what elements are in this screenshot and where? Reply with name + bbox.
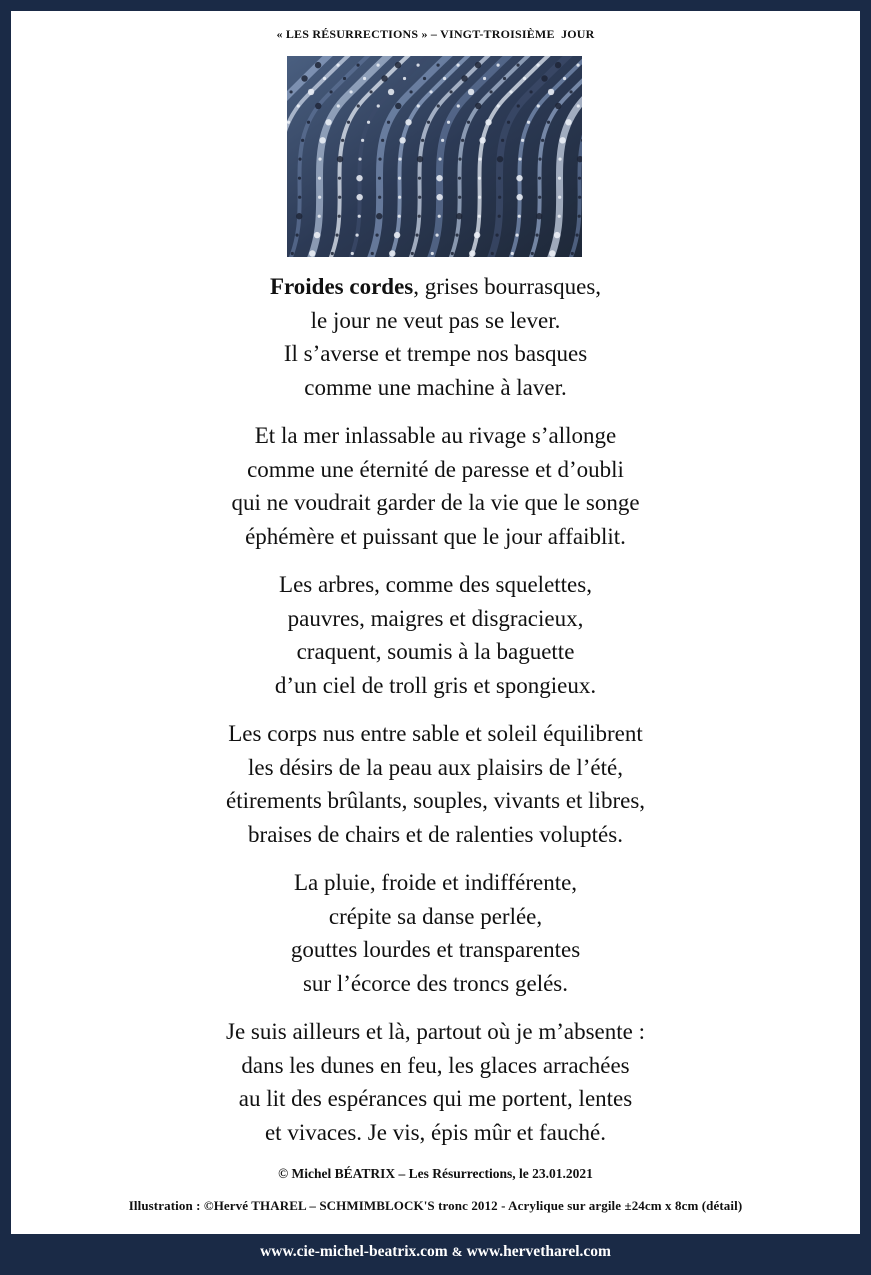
footer-separator: &: [451, 1244, 463, 1259]
poem-line: étirements brûlants, souples, vivants et libres,: [225, 788, 646, 813]
painting-bead: [381, 139, 384, 142]
painting-bead: [479, 137, 485, 143]
painting-bead: [338, 215, 341, 218]
painting-bead: [418, 177, 421, 180]
painting-bead: [496, 64, 499, 67]
poem-line: La pluie, froide et indifférente,: [293, 870, 578, 895]
painting-bead: [467, 121, 470, 124]
painting-bead: [558, 196, 561, 199]
painting-bead: [475, 103, 481, 109]
painting-bead: [351, 252, 354, 255]
painting-bead: [547, 121, 550, 124]
painting-bead: [458, 177, 461, 180]
painting-bead: [416, 64, 419, 67]
painting-bead: [529, 90, 532, 93]
painting-bead: [461, 139, 464, 142]
poem-line: Les arbres, comme des squelettes,: [279, 572, 592, 597]
painting-bead: [357, 104, 360, 107]
poem-line-rest: , grises bourrasques,: [413, 274, 602, 299]
painting-bead: [337, 156, 343, 162]
painting-bead: [435, 234, 438, 237]
painting-bead: [307, 121, 310, 124]
painting-bead: [495, 234, 498, 237]
painting-bead: [418, 196, 421, 199]
poem-line: gouttes lourdes et transparentes: [290, 937, 581, 962]
painting-bead: [516, 175, 522, 181]
painting-bead: [461, 75, 467, 81]
painting-bead: [381, 75, 387, 81]
painting-bead: [478, 177, 481, 180]
painting-bead: [456, 64, 459, 67]
painting-bead: [399, 137, 405, 143]
painting-bead: [559, 137, 565, 143]
painting-bead: [343, 77, 346, 80]
painting-bead: [577, 104, 580, 107]
painting-bead: [555, 62, 561, 68]
painting-bead: [331, 252, 334, 255]
painting-bead: [387, 121, 390, 124]
painting-bead: [535, 234, 538, 237]
painting-bead: [521, 139, 524, 142]
painting-bead: [318, 215, 321, 218]
painting-bead: [558, 215, 561, 218]
painting-bead: [287, 121, 290, 124]
painting-bead: [456, 213, 462, 219]
painting-bead: [405, 119, 411, 125]
painting-bead: [491, 252, 494, 255]
poem-line: qui ne voudrait garder de la vie que le songe: [231, 490, 640, 515]
painting-bead: [451, 252, 454, 255]
painting-bead: [378, 177, 381, 180]
painting-bead: [558, 158, 561, 161]
website-link-hervetharel[interactable]: www.hervetharel.com: [466, 1243, 611, 1260]
painting-bead: [447, 121, 450, 124]
poem-line: Il s’averse et trempe nos basques: [283, 341, 588, 366]
painting-bead: [509, 90, 512, 93]
stanza: [11, 1015, 860, 1149]
painting-bead: [398, 215, 401, 218]
painting-bead: [431, 252, 434, 255]
painting-bead: [501, 139, 504, 142]
painting-bead: [403, 77, 406, 80]
painting-bead: [356, 194, 362, 200]
painting-bead: [507, 121, 510, 124]
painting-bead: [575, 234, 578, 237]
footer-bar: [0, 1236, 871, 1268]
painting-bead: [523, 77, 526, 80]
painting-bead: [427, 121, 430, 124]
painting-bead: [457, 104, 460, 107]
author-credit: © Michel BÉATRIX – Les Résurrections, le 23.01.2021: [278, 1166, 593, 1181]
painting-bead: [415, 234, 418, 237]
painting-bead: [323, 77, 326, 80]
painting-bead: [515, 234, 518, 237]
poem-line: dans les dunes en feu, les glaces arrachées: [241, 1052, 630, 1078]
painting-bead: [563, 77, 566, 80]
painting-bead: [538, 196, 541, 199]
poem-line: pauvres, maigres et disgracieux,: [287, 605, 584, 631]
poem-line: Et la mer inlassable au rivage s’allonge: [254, 423, 617, 448]
painting-bead: [516, 194, 522, 200]
painting-bead: [388, 89, 394, 95]
painting-bead: [449, 90, 452, 93]
painting-bead: [474, 232, 480, 238]
painting-bead: [555, 103, 561, 109]
painting-bead: [478, 196, 481, 199]
painting-bead: [578, 196, 581, 199]
painting-bead: [398, 196, 401, 199]
poem: [11, 270, 860, 1164]
poem-line: au lit des espérances qui me portent, lentes: [238, 1086, 633, 1111]
poem-line: d’un ciel de troll gris et spongieux.: [274, 672, 597, 698]
painting-bead: [369, 90, 372, 93]
painting-bead: [298, 158, 301, 161]
poem-line: comme une éternité de paresse et d’oubli: [247, 456, 624, 482]
painting-bead: [468, 89, 474, 95]
painting-bead: [417, 104, 420, 107]
painting-bead: [361, 139, 364, 142]
painting-bead: [443, 77, 446, 80]
painting-bead: [458, 158, 461, 161]
painting-bead: [291, 252, 294, 255]
painting-bead: [548, 89, 554, 95]
painting-bead: [436, 194, 442, 200]
painting-bead: [335, 234, 338, 237]
painting-bead: [298, 196, 301, 199]
painting-bead: [417, 156, 423, 162]
painting-bead: [315, 103, 321, 109]
painting-bead: [489, 90, 492, 93]
painting-bead: [358, 215, 361, 218]
painting-bead: [469, 250, 475, 256]
painting-bead: [367, 121, 370, 124]
stanza: [11, 717, 860, 851]
painting-bead: [395, 103, 401, 109]
painting-bead: [517, 104, 520, 107]
painting-bead: [308, 89, 314, 95]
illustration-image: [287, 56, 582, 257]
illustration-credit: Illustration : ©Hervé THAREL – SCHMIMBLOCK'S tronc 2012 - Acrylique sur argile ±24cm x 8cm (détail): [128, 1198, 743, 1213]
painting-bead: [347, 121, 350, 124]
poem-line: et vivaces. Je vis, épis mûr et fauché.: [264, 1119, 607, 1145]
painting-bead: [341, 139, 344, 142]
painting-bead: [376, 64, 379, 67]
painting-bead: [571, 252, 574, 255]
painting-bead: [498, 215, 501, 218]
painting-bead: [438, 215, 441, 218]
painting-bead: [297, 104, 300, 107]
painting-bead: [411, 252, 414, 255]
painting-bead: [527, 121, 530, 124]
painting-bead: [421, 139, 424, 142]
painting-bead: [516, 64, 519, 67]
painting-bead: [531, 252, 534, 255]
painting-bead: [511, 252, 514, 255]
painting-bead: [497, 104, 500, 107]
painting-bead: [518, 215, 521, 218]
painting-bead: [438, 158, 441, 161]
painting-bead: [295, 234, 298, 237]
painting-bead: [298, 177, 301, 180]
painting-bead: [376, 213, 382, 219]
painting-bead: [554, 232, 560, 238]
painting-bead: [375, 234, 378, 237]
painting-bead: [536, 64, 539, 67]
painting-bead: [318, 158, 321, 161]
painting-bead: [336, 64, 339, 67]
painting-bead: [378, 158, 381, 161]
painting-bead: [503, 77, 506, 80]
painting-bead: [377, 104, 380, 107]
painting-bead: [398, 177, 401, 180]
poem-line: [11, 270, 860, 304]
poem-line: Les corps nus entre sable et soleil équilibrent: [228, 721, 643, 746]
painting-bead: [475, 62, 481, 68]
painting-bead: [378, 196, 381, 199]
painting-bead: [301, 139, 304, 142]
painting-bead: [578, 177, 581, 180]
poem-line: éphémère et puissant que le jour affaiblit.: [245, 523, 626, 549]
painting-bead: [318, 196, 321, 199]
poem-line: le jour ne veut pas se lever.: [310, 307, 561, 333]
painting-bead: [541, 75, 547, 81]
painting-bead: [289, 90, 292, 93]
painting-bead: [394, 232, 400, 238]
painting-bead: [478, 158, 481, 161]
poem-line: craquent, soumis à la baguette: [296, 639, 575, 664]
painting-bead: [355, 234, 358, 237]
painting-bead: [398, 158, 401, 161]
painting-bead: [309, 250, 315, 256]
painting-bead: [436, 175, 442, 181]
painting-bead: [569, 90, 572, 93]
painting-bead: [441, 139, 444, 142]
document-page: [11, 11, 860, 1234]
painting-bead: [429, 90, 432, 93]
painting-bead: [565, 119, 571, 125]
painting-bead: [558, 177, 561, 180]
poem-line: Je suis ailleurs et là, partout où je m’absente :: [226, 1019, 645, 1044]
painting-bead: [325, 119, 331, 125]
painting-bead: [371, 252, 374, 255]
painting-bead: [315, 62, 321, 68]
painting-bead: [541, 139, 544, 142]
painting-bead: [314, 232, 320, 238]
painting-bead: [395, 62, 401, 68]
stanza: [11, 568, 860, 702]
painting-bead: [319, 137, 325, 143]
painting-bead: [576, 64, 579, 67]
painting-bead: [318, 177, 321, 180]
painting-bead: [538, 177, 541, 180]
painting-bead: [356, 64, 359, 67]
painting-bead: [409, 90, 412, 93]
painting-bead: [485, 119, 491, 125]
painting-bead: [301, 75, 307, 81]
painting-bead: [389, 250, 395, 256]
painting-bead: [538, 158, 541, 161]
poem-line: braises de chairs et de ralenties voluptés.: [248, 821, 623, 847]
painting-bead: [478, 215, 481, 218]
painting-bead: [329, 90, 332, 93]
painting-bead: [358, 158, 361, 161]
poem-line: les désirs de la peau aux plaisirs de l’été,: [248, 754, 623, 780]
stanza: [11, 866, 860, 1000]
poem-line: comme une machine à laver.: [304, 374, 567, 400]
poem-title-words: Froides cordes: [269, 274, 414, 299]
painting-bead: [338, 196, 341, 199]
painting-bead: [423, 77, 426, 80]
painting-bead: [578, 215, 581, 218]
painting-bead: [518, 158, 521, 161]
painting-bead: [436, 64, 439, 67]
painting-bead: [296, 213, 302, 219]
painting-bead: [418, 215, 421, 218]
poem-line: sur l’écorce des troncs gelés.: [302, 970, 569, 996]
stanza: [11, 270, 860, 404]
painting-bead: [337, 104, 340, 107]
painting-bead: [356, 175, 362, 181]
painting-bead: [549, 250, 555, 256]
website-link-cie-michel-beatrix[interactable]: www.cie-michel-beatrix.com: [260, 1243, 448, 1260]
painting-bead: [437, 104, 440, 107]
painting-bead: [338, 177, 341, 180]
painting-bead: [497, 156, 503, 162]
stanza: [11, 419, 860, 553]
poem-line: crépite sa danse perlée,: [328, 903, 543, 929]
painting-bead: [498, 177, 501, 180]
painting-bead: [458, 196, 461, 199]
painting-bead: [349, 90, 352, 93]
painting-bead: [455, 234, 458, 237]
painting-bead: [483, 77, 486, 80]
page-header: « LES RÉSURRECTIONS » – VINGT-TROISIÈME JOUR: [276, 27, 595, 41]
painting-bead: [537, 104, 540, 107]
painting-bead: [536, 213, 542, 219]
painting-bead: [363, 77, 366, 80]
painting-bead: [498, 196, 501, 199]
